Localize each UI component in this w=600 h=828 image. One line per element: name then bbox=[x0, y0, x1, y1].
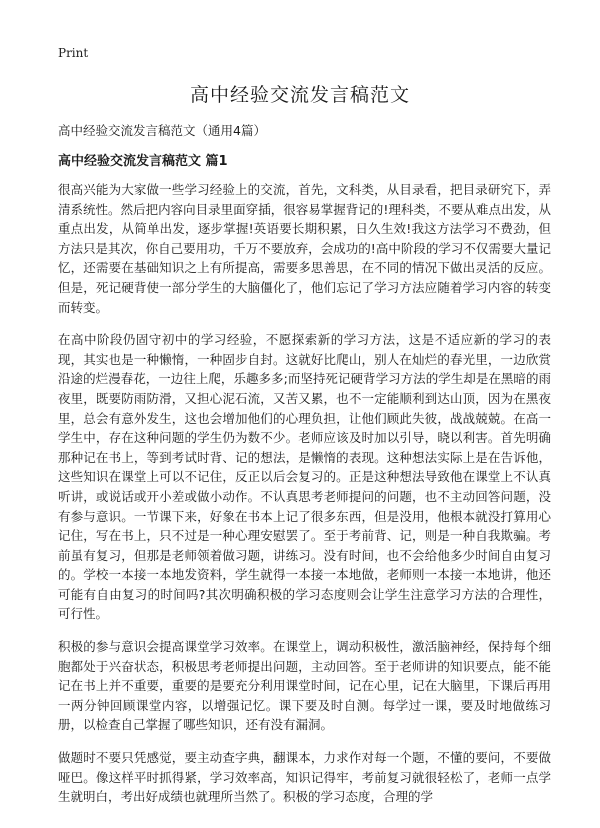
paragraph: 做题时不要只凭感觉，要主动查字典，翻课本，力求作对每一个题，不懂的要问，不要做哑巴。像这样平时抓得紧，学习效率高，知识记得牢，考前复习就很轻松了，老师一点学生就明白，考出好成绩也就理所当然了。积极的学习态度，合理的学 bbox=[58, 750, 551, 805]
paragraph: 在高中阶段仍固守初中的学习经验，不愿探索新的学习方法，这是不适应新的学习的表现，其实也是一种懒惰，一种固步自封。这就好比爬山，别人在灿烂的春光里，一边欣赏沿途的烂漫春花，一边往上爬，乐趣多多;而坚持死记硬背学习方法的学生却是在黑暗的雨夜里，既要防雨防滑，又担心泥石流，又苦又累，也不一定能顺利到达山顶，因为在黑夜里，总会有意外发生，这也会增加他们的心理负担，让他们顾此失彼，战战兢兢。在高一学生中，存在这种问题的学生仍为数不少。老师应该及时加以引导，晓以利害。首先明确那种记在书上，等到考试时背、记的想法，是懒惰的表现。这种想法实际上是在告诉他，这些知识在课堂上可以不记住，反正以后会复习的。正是这种想法导致他在课堂上不认真听讲，或说话或开小差或做小动作。不认真思考老师提问的问题，也不主动回答问题，没有参与意识。一节课下来，好象在书本上记了很多东西，但是没用，他根本就没打算用心记住，写在书上，只不过是一种心理安慰罢了。至于考前背、记，则是一种自我欺骗。考前虽有复习，但那是老师领着做习题，讲练习。没有时间，也不会给他多少时间自由复习的。学校一本接一本地发资料，学生就得一本接一本地做，老师则一本接一本地讲，他还可能有自由复习的时间吗?其次明确积极的学习态度则会让学生注意学习方法的合理性，可行性。 bbox=[58, 332, 551, 622]
section-heading: 高中经验交流发言稿范文 篇1 bbox=[58, 154, 228, 169]
article-body bbox=[58, 180, 551, 820]
document-subtitle: 高中经验交流发言稿范文（通用4篇） bbox=[58, 123, 266, 138]
paragraph: 积极的参与意识会提高课堂学习效率。在课堂上，调动积极性，激活脑神经，保持每个细胞都处于兴奋状态，积极思考老师提出问题，主动回答。至于老师讲的知识要点，能不能记在书上并不重要，重要的是要充分利用课堂时间，记在心里，记在大脑里，下课后再用一两分钟回顾课堂内容，以增强记忆。课下要及时自测。每学过一课，要及时地做练习册，以检查自己掌握了哪些知识，还有没有漏洞。 bbox=[58, 639, 551, 733]
print-link[interactable]: Print bbox=[58, 46, 89, 60]
page-title: 高中经验交流发言稿范文 bbox=[189, 84, 410, 106]
paragraph: 很高兴能为大家做一些学习经验上的交流，首先，文科类，从目录看，把目录研究下，弄清系统性。然后把内容向目录里面穿插，很容易掌握背记的!理科类，不要从难点出发，从重点出发，从简单出发，逐步掌握!英语要长期积累，日久生效!我这方法学习不费劲，但方法只是其次，你自己要用功，千万不要放弃，会成功的!高中阶段的学习不仅需要大量记忆，还需要在基础知识之上有所提高，需要多思善思，在不同的情况下做出灵活的反应。但是，死记硬背使一部分学生的大脑僵化了，他们忘记了学习方法应随着学习内容的转变而转变。 bbox=[58, 182, 551, 315]
